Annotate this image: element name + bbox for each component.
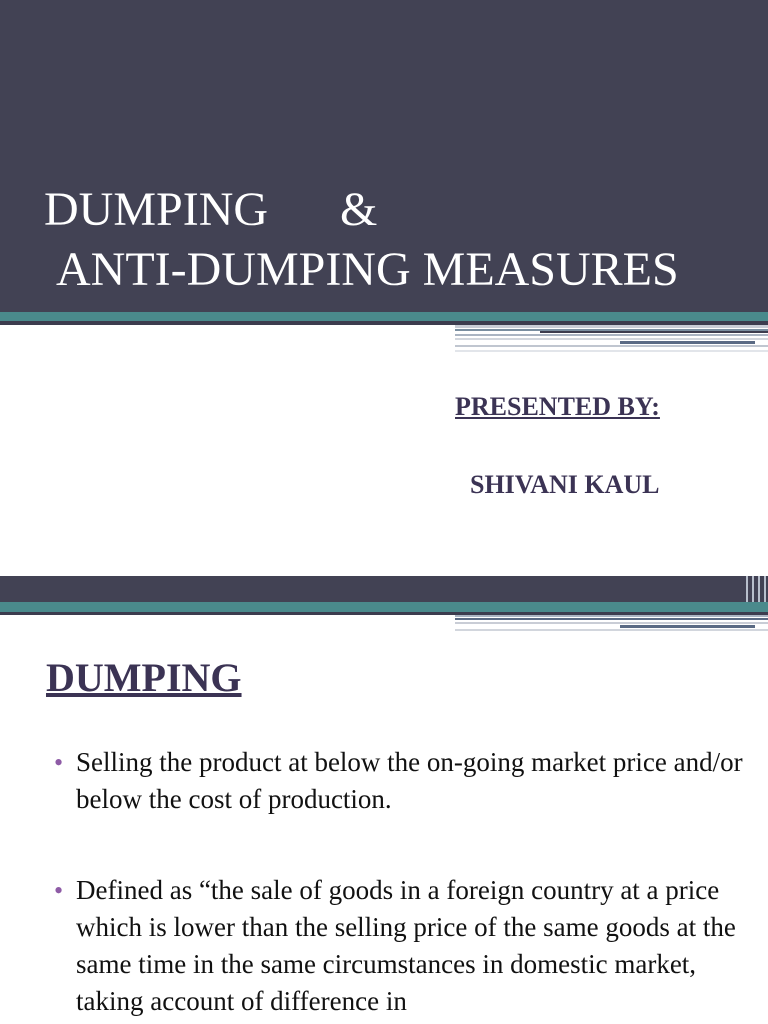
slide-title — [44, 180, 679, 300]
teal-stripe — [0, 602, 768, 612]
bullet-dot-icon: • — [54, 748, 64, 777]
bullet-item — [54, 744, 744, 818]
bullet-text: Selling the product at below the on-going market price and/or below the cost of production. — [76, 747, 743, 814]
slide-heading: DUMPING — [46, 655, 242, 700]
header-band — [0, 576, 768, 602]
presenter-name: SHIVANI KAUL — [470, 470, 660, 499]
title-band — [0, 0, 768, 312]
title-line-1: DUMPING & — [44, 183, 378, 236]
bullet-text: Defined as “the sale of goods in a foreign country at a price which is lower than the selling price of the same goods at the same time in the same circumstances in domestic market, taking account of difference in — [76, 875, 736, 1016]
slide-gap — [0, 560, 768, 576]
title-line-2: ANTI-DUMPING MEASURES — [56, 243, 679, 296]
bullet-list — [54, 744, 744, 1020]
decorative-ticks — [744, 576, 768, 602]
decorative-lines — [0, 615, 768, 631]
teal-stripe — [0, 312, 768, 321]
bullet-item — [54, 872, 744, 1020]
content-slide — [0, 576, 768, 1024]
presented-by-label: PRESENTED BY: — [455, 392, 660, 421]
bullet-dot-icon: • — [54, 876, 64, 905]
decorative-lines — [0, 325, 768, 357]
